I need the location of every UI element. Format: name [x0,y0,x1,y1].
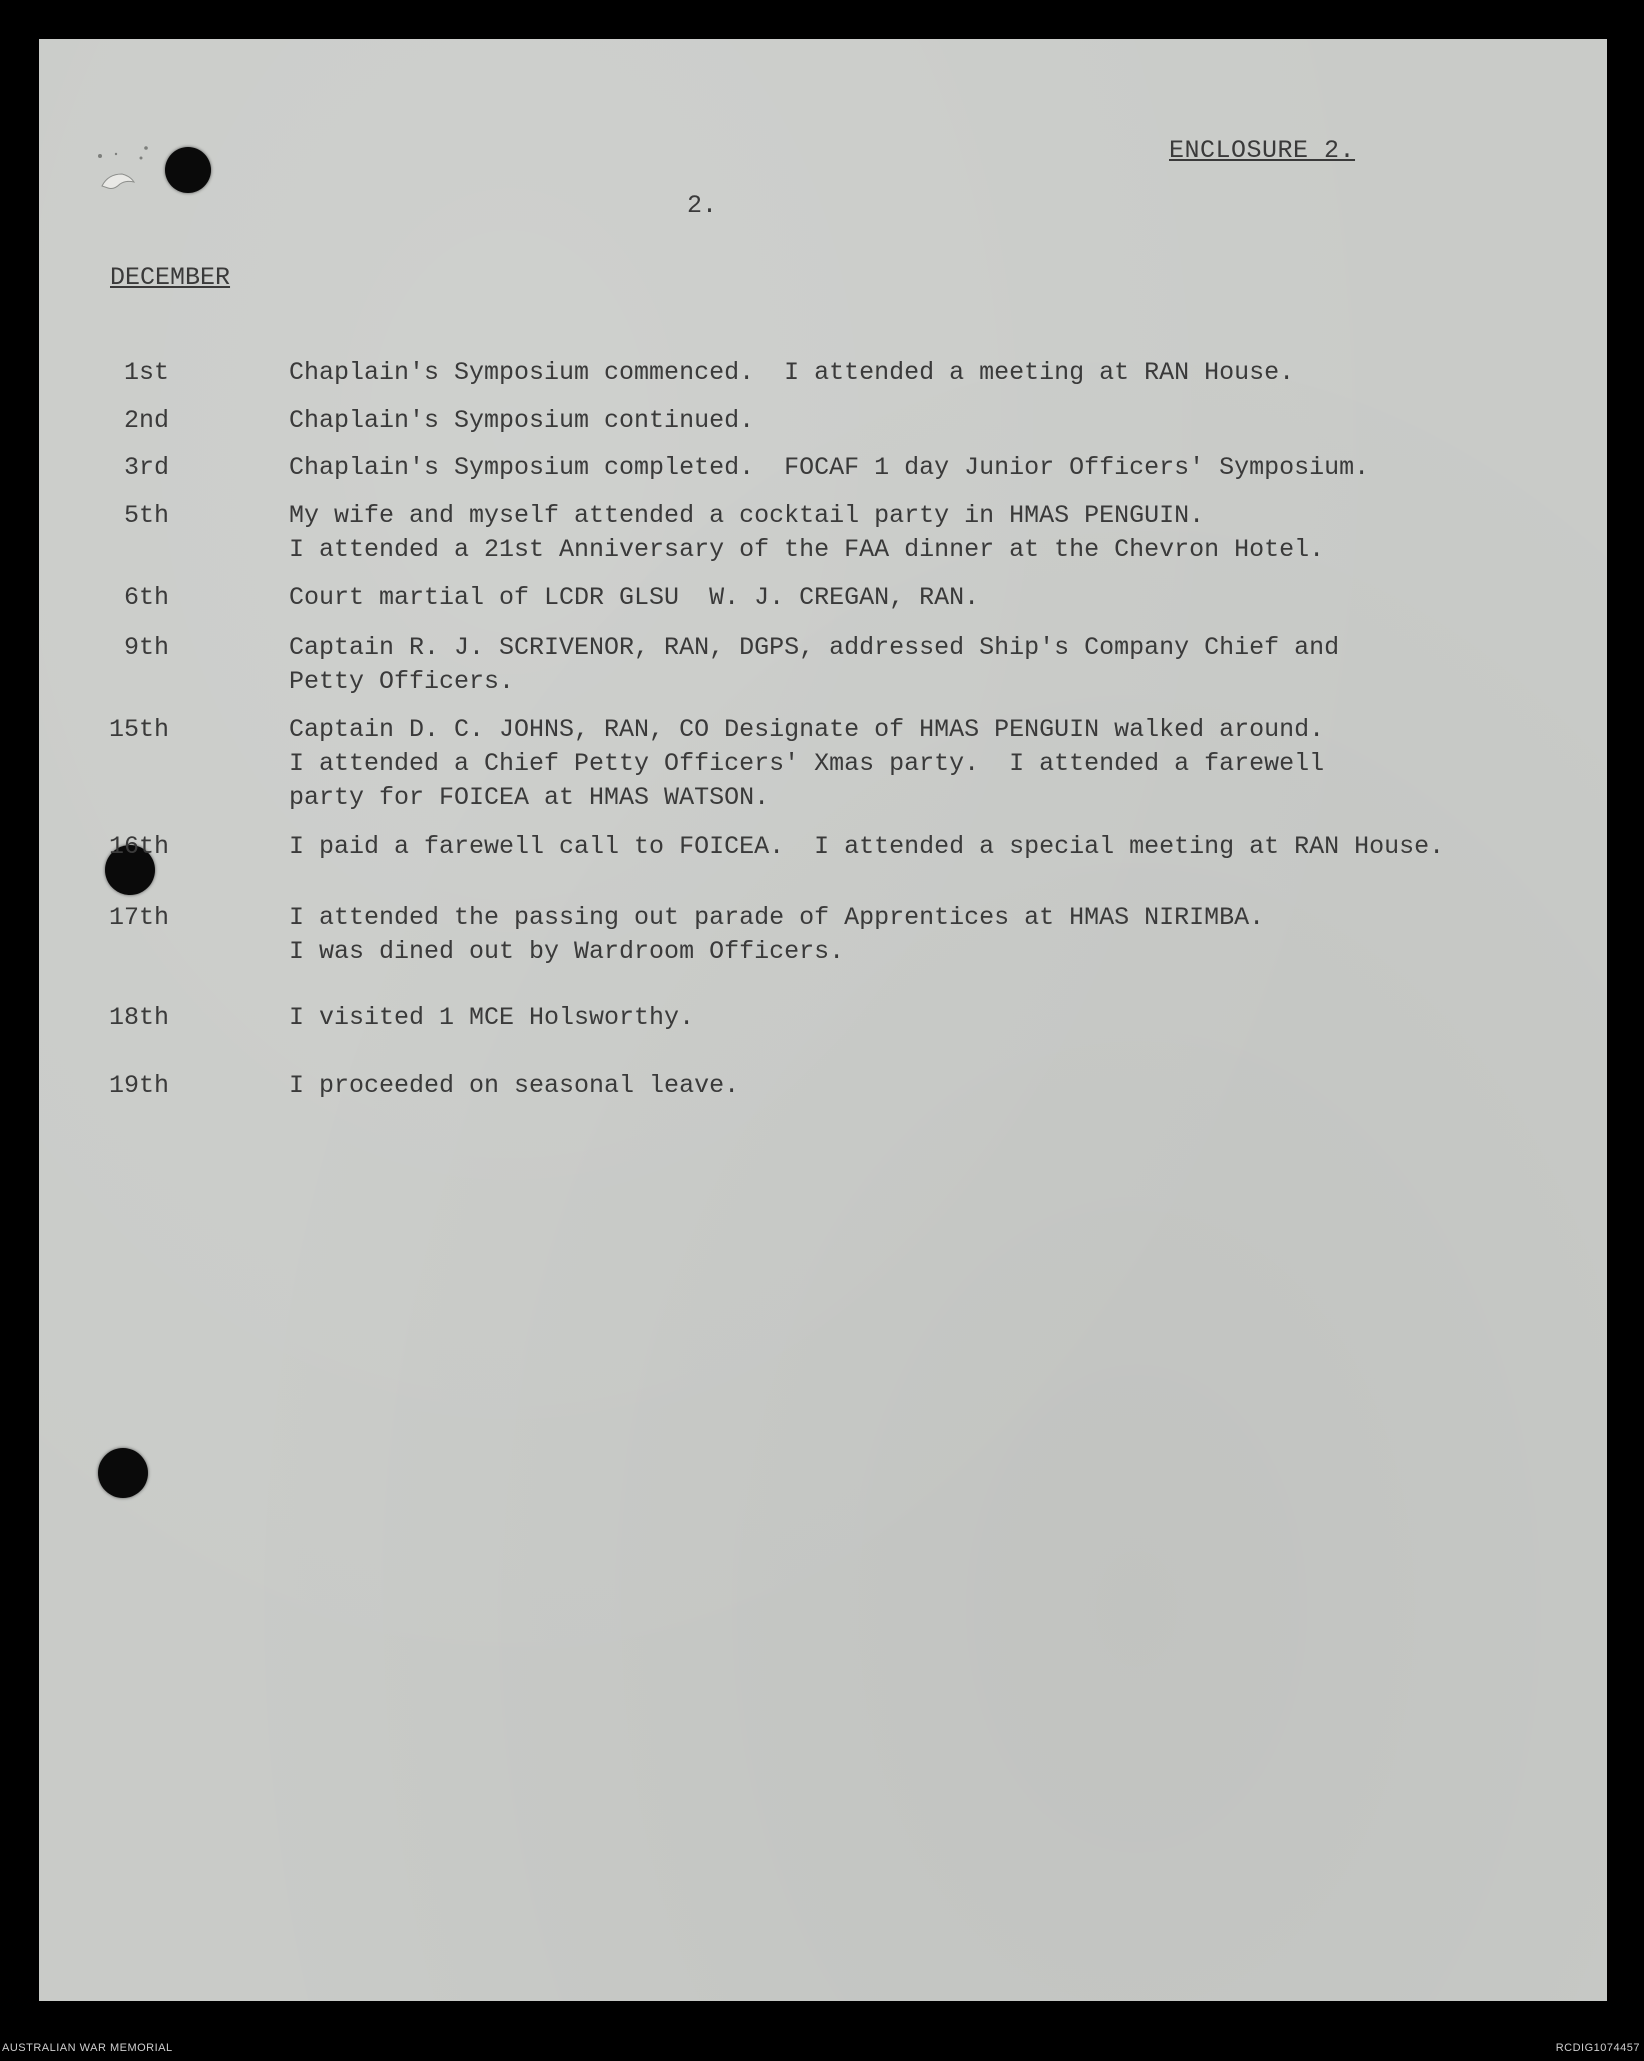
punch-hole-top [165,147,211,193]
entry-line: party for FOICEA at HMAS WATSON. [289,783,770,812]
archive-id: RCDIG1074457 [1555,2042,1640,2054]
entry-date: 9th [123,633,169,662]
entry-date: 3rd [123,453,169,482]
entry-date: 16th [108,832,169,861]
entry-line: I attended the passing out parade of Apprentices at HMAS NIRIMBA. [289,903,1265,932]
staple-tear-mark [94,144,154,204]
entry-line: I attended a Chief Petty Officers' Xmas party. I attended a farewell [289,749,1325,778]
entry-date: 17th [108,903,169,932]
enclosure-heading: ENCLOSURE 2. [1169,136,1356,165]
entry-line: Captain D. C. JOHNS, RAN, CO Designate of HMAS PENGUIN walked around. [289,715,1325,744]
entry-line: Chaplain's Symposium completed. FOCAF 1 day Junior Officers' Symposium. [289,453,1370,482]
entry-date: 5th [123,501,169,530]
entry-date: 15th [108,715,169,744]
entry-line: I attended a 21st Anniversary of the FAA dinner at the Chevron Hotel. [289,535,1325,564]
entry-line: Chaplain's Symposium continued. [289,406,755,435]
entry-line: Captain R. J. SCRIVENOR, RAN, DGPS, addressed Ship's Company Chief and [289,633,1340,662]
page-number: 2. [687,191,718,220]
entry-date: 2nd [123,406,169,435]
entry-date: 19th [108,1071,169,1100]
entry-line: My wife and myself attended a cocktail party in HMAS PENGUIN. [289,501,1205,530]
archive-credit: AUSTRALIAN WAR MEMORIAL [2,2042,173,2054]
entry-line: Chaplain's Symposium commenced. I attended a meeting at RAN House. [289,358,1295,387]
entry-date: 1st [123,358,169,387]
entry-date: 6th [123,583,169,612]
punch-hole-lower [98,1448,148,1498]
entry-date: 18th [108,1003,169,1032]
entry-line: Petty Officers. [289,667,515,696]
entry-line: I proceeded on seasonal leave. [289,1071,740,1100]
entry-line: I was dined out by Wardroom Officers. [289,937,845,966]
entry-line: I visited 1 MCE Holsworthy. [289,1003,695,1032]
document-page [39,39,1607,2001]
entry-line: Court martial of LCDR GLSU W. J. CREGAN, RAN. [289,583,980,612]
entry-line: I paid a farewell call to FOICEA. I attended a special meeting at RAN House. [289,832,1445,861]
month-heading: DECEMBER [110,263,231,292]
